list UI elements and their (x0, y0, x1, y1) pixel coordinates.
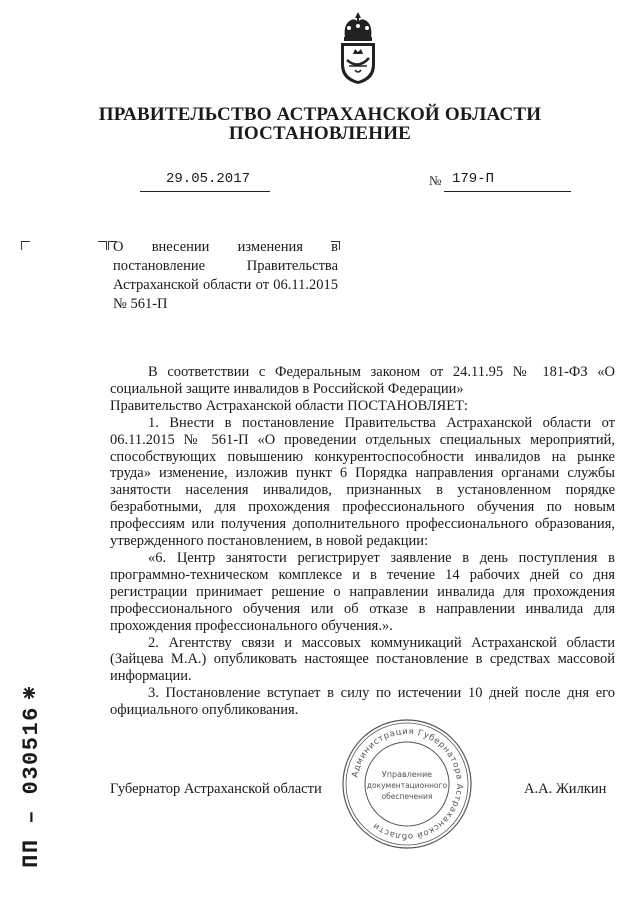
document-number: 179-П (452, 171, 495, 187)
document-type-title: ПОСТАНОВЛЕНИЕ (228, 123, 412, 144)
serial-number-block (14, 690, 48, 890)
serial-number: ПП – 030516 (19, 706, 44, 868)
stamp-line-1: Управление (381, 770, 433, 779)
official-stamp (340, 717, 474, 851)
document-body (110, 364, 615, 719)
subject-corner-mark-left (98, 241, 107, 250)
item-3-paragraph: 3. Постановление вступает в силу по истечении 10 дней после дня его официального опубликования. (110, 685, 615, 719)
resolution-clause: Правительство Астраханской области ПОСТАНОВЛЯЕТ: (110, 397, 468, 414)
stamp-line-2: документационного (366, 781, 448, 790)
item-2-paragraph: 2. Агентству связи и массовых коммуникаций Астраханской области (Зайцева М.А.) опубликовать настоящее постановление в средствах массовой информации. (110, 634, 615, 685)
stamp-ring-text: Администрация Губернатора Астраханской области (350, 726, 465, 842)
margin-corner-mark (21, 241, 30, 250)
document-subject: О внесении изменения в постановление Правительства Астраханской области от 06.11.2015 № 561-П (113, 239, 338, 312)
document-date: 29.05.2017 (166, 171, 251, 187)
preamble-paragraph: В соответствии с Федеральным законом от 24.11.95 № 181-ФЗ «О социальной защите инвалидов в Российской Федерации» (110, 364, 615, 397)
number-sign: № (429, 173, 442, 188)
organization-title: ПРАВИТЕЛЬСТВО АСТРАХАНСКОЙ ОБЛАСТИ (98, 104, 542, 125)
stamp-line-3: обеспечения (381, 792, 433, 801)
item-1-paragraph: 1. Внести в постановление Правительства Астраханской области от 06.11.2015 № 561-П «О проведении отдельных специальных мероприятий, способствующих повышению конкурентоспособности инвалидов на рынке труда» изменение, изложив пункт 6 Порядка направления органами службы занятости населения инвалидов, признанных в установленном порядке безработными, для прохождения профессионального обучения по новым профессиям или получения дополнительного профессионального образования, утвержденного постановлением, в новой редакции: (110, 414, 615, 550)
quoted-amendment-paragraph: «6. Центр занятости регистрирует заявление в день поступления в программно-техническом комплексе и в течение 14 рабочих дней со дня регистрации принимает решение о направлении инвалида для прохождения профессионального обучения или об отказе в направлении инвалида для прохождения профессионального обучения.». (110, 549, 615, 634)
coat-of-arms-emblem (335, 10, 381, 86)
signatory-name: А.А. Жилкин (524, 781, 607, 797)
signatory-position: Губернатор Астраханской области (110, 781, 322, 797)
